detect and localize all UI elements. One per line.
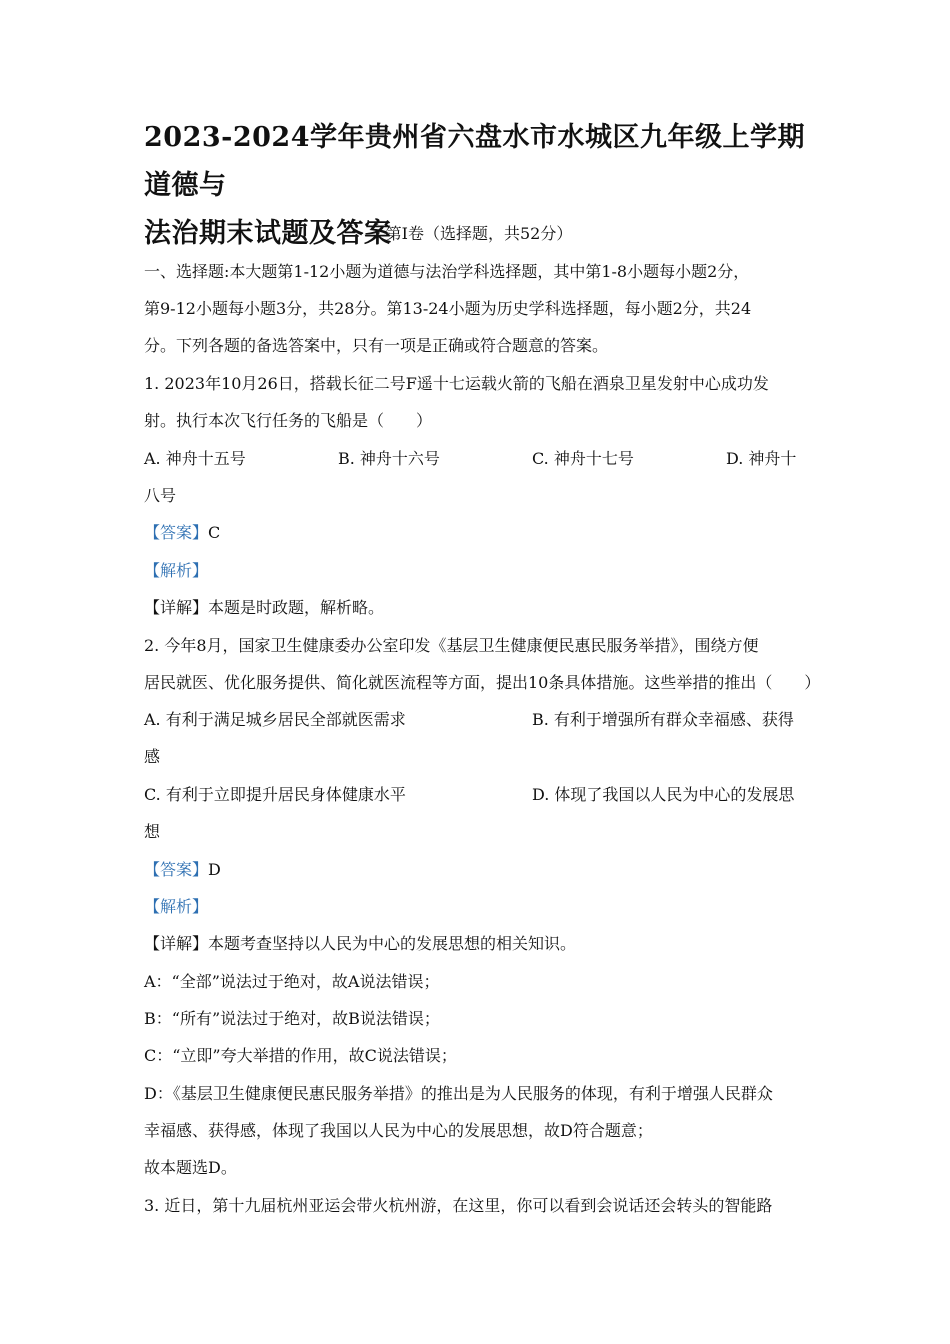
q3-stem-line-1: 3. 近日，第十九届杭州亚运会带火杭州游，在这里，你可以看到会说话还会转头的智能路 bbox=[144, 1196, 773, 1215]
q2-option-d: D. 体现了我国以人民为中心的发展思 bbox=[532, 785, 795, 804]
q2-option-a: A. 有利于满足城乡居民全部就医需求 bbox=[144, 710, 406, 729]
q1-analysis-tag: 【解析】 bbox=[144, 561, 209, 580]
q2-option-b: B. 有利于增强所有群众幸福感、获得 bbox=[532, 710, 794, 729]
q1-stem-line-2: 射。执行本次飞行任务的飞船是（ ） bbox=[144, 411, 433, 430]
instruction-line-3: 分。下列各题的备选答案中，只有一项是正确或符合题意的答案。 bbox=[144, 336, 609, 355]
q1-option-a: A. 神舟十五号 bbox=[144, 449, 246, 468]
answer-value: D bbox=[208, 860, 221, 879]
q1-detail: 【详解】本题是时政题，解析略。 bbox=[144, 598, 385, 617]
q1-option-c: C. 神舟十七号 bbox=[532, 449, 634, 468]
q2-detail-line-7: 故本题选D。 bbox=[144, 1158, 237, 1177]
q1-stem-line-1: 1. 2023年10月26日，搭载长征二号F遥十七运载火箭的飞船在酒泉卫星发射中心成功发 bbox=[144, 374, 769, 393]
instruction-line-1: 一、选择题:本大题第1-12小题为道德与法治学科选择题，其中第1-8小题每小题2分， bbox=[144, 262, 750, 281]
title-line-1: 2023-2024学年贵州省六盘水市水城区九年级上学期道德与 bbox=[144, 122, 805, 201]
q1-option-d-wrap: 八号 bbox=[144, 486, 177, 505]
answer-tag: 【答案】 bbox=[144, 860, 209, 879]
q2-detail-line-2: A：“全部”说法过于绝对，故A说法错误； bbox=[144, 972, 440, 991]
q2-detail-line-1: 【详解】本题考查坚持以人民为中心的发展思想的相关知识。 bbox=[144, 934, 577, 953]
q2-option-d-wrap: 想 bbox=[144, 822, 161, 841]
q2-analysis-tag: 【解析】 bbox=[144, 897, 209, 916]
q2-detail-line-5: D：《基层卫生健康便民惠民服务举措》的推出是为人民服务的体现，有利于增强人民群众 bbox=[144, 1084, 773, 1103]
instruction-line-2: 第9-12小题每小题3分，共28分。第13-24小题为历史学科选择题，每小题2分，共24 bbox=[144, 299, 752, 318]
q2-option-c: C. 有利于立即提升居民身体健康水平 bbox=[144, 785, 406, 804]
answer-value: C bbox=[208, 523, 221, 542]
q1-option-d: D. 神舟十 bbox=[726, 449, 797, 468]
q1-option-b: B. 神舟十六号 bbox=[338, 449, 440, 468]
answer-tag: 【答案】 bbox=[144, 523, 209, 542]
title-line-2: 法治期末试题及答案 bbox=[144, 218, 392, 249]
q2-detail-line-6: 幸福感、获得感，体现了我国以人民为中心的发展思想，故D符合题意； bbox=[144, 1121, 653, 1140]
q2-option-b-wrap: 感 bbox=[144, 747, 161, 766]
q2-detail-line-4: C：“立即”夸大举措的作用，故C说法错误； bbox=[144, 1046, 457, 1065]
q2-answer bbox=[144, 860, 814, 880]
q2-stem-line-2: 居民就医、优化服务提供、简化就医流程等方面，提出10条具体措施。这些举措的推出（ ） bbox=[144, 673, 821, 692]
q1-answer bbox=[144, 523, 814, 543]
q2-stem-line-1: 2. 今年8月，国家卫生健康委办公室印发《基层卫生健康便民惠民服务举措》，围绕方便 bbox=[144, 636, 759, 655]
q2-detail-line-3: B：“所有”说法过于绝对，故B说法错误； bbox=[144, 1009, 440, 1028]
section-heading: 第Ⅰ卷（选择题，共52分） bbox=[385, 224, 573, 243]
